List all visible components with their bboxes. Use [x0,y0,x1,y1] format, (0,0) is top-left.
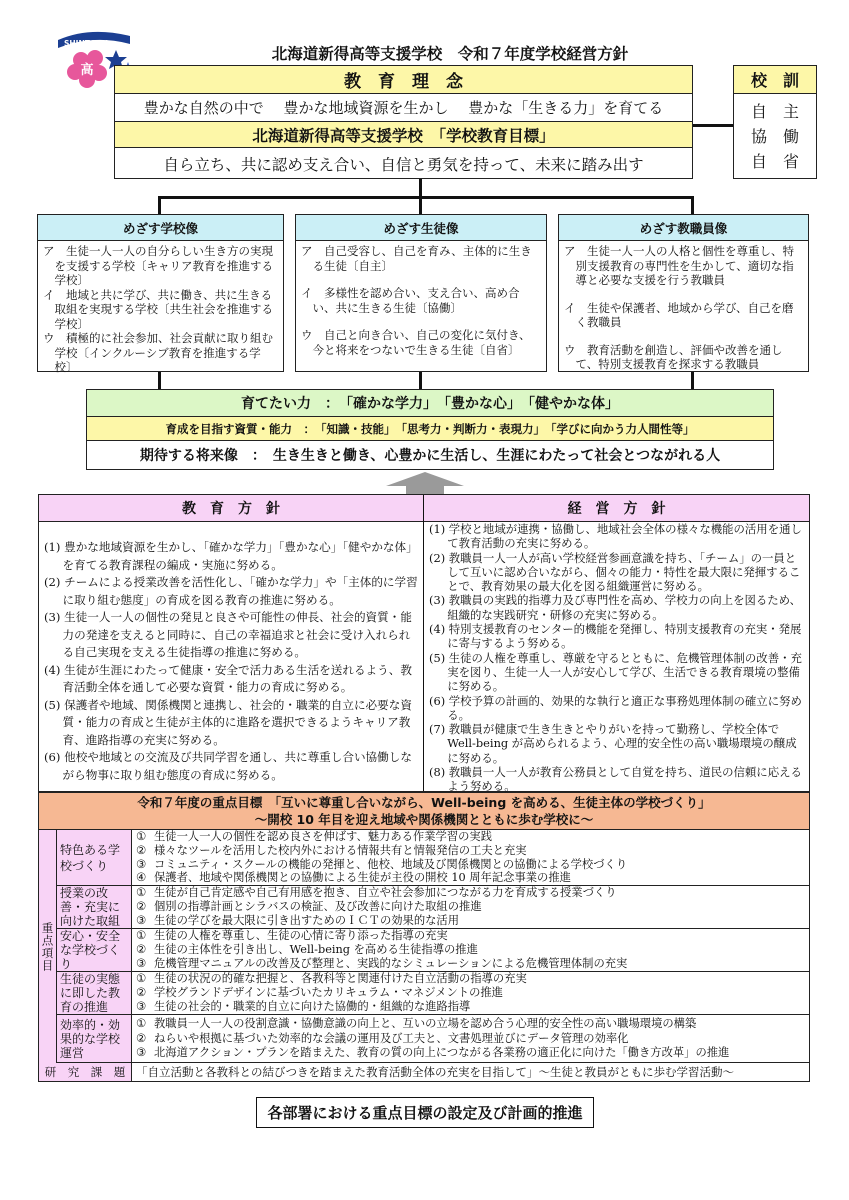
motto-line: 自 省 [750,151,799,171]
future-vision: 期待する将来像 ： 生き生きと働き、心豊かに生活し、生涯にわたって社会とつながれる人 [86,440,774,470]
priority-item-number: ① [136,830,147,843]
priority-item [132,1032,809,1047]
motto-connector [693,124,733,127]
research-label: 研 究 課 題 [39,1063,132,1081]
tree-connector [419,372,422,390]
motto-line: 協 働 [750,126,799,146]
management-policy-list [429,522,806,794]
ideal-heading: めざす生徒像 [296,215,546,241]
research-row [39,1063,809,1081]
management-policy-item: (5) 生徒の人権を尊重し、尊厳を守るとともに、危機管理体制の改善・充実を図り、生徒一人一人が安心して学び、生活できる教育環境の整備に努める。 [429,650,802,694]
education-policy-item: (4) 生徒が生涯にわたって健康・安全で活力ある生活を送れるよう、教育活動全体を通して必要な資質・能力の育成に努める。 [44,662,412,694]
ideal-item: ウ 教育活動を創造し、評価や改善を通して、特別支援教育を探求する教職員 [564,342,783,371]
motto-block [733,65,817,179]
priority-title-line2: 〜開校 10 年目を迎え地域や関係機関とともに歩む学校に〜 [254,812,594,827]
priority-item-text: 生徒が自己肯定感や自己有用感を抱き、自立や社会参加につながる力を育成する授業づくり [154,886,617,899]
ideal-staff-box [558,214,809,372]
priority-item [132,900,809,914]
priority-item [132,844,809,858]
management-policy-item: (2) 教職員一人一人が高い学校経営参画意識を持ち、「チーム」の一員として互いに認め合いながら、個々の能力・特性を最大限に発揮することで、教育効果の最大化を図る組織運営に努める。 [429,550,801,594]
ideal-item: ウ 積極的に社会参加、社会貢献に取り組む学校〔インクルーシブ教育を推進する学校〕 [43,331,273,374]
priority-item [132,886,809,900]
tree-connector [691,372,694,390]
logo-char: 高 [80,63,94,78]
priority-item-number: ① [136,886,147,899]
ideal-item: イ 多様性を認め合い、支え合い、高め合い、共に生きる生徒〔協働〕 [301,286,520,315]
priority-item [132,914,809,928]
priority-item [132,972,809,986]
goal-text: 自ら立ち、共に認め支え合い、自信と勇気を持って、未来に踏み出す [163,155,644,174]
management-policy-item: (8) 教職員一人一人が教育公務員として自覚を持ち、道民の信頼に応えるよう努める。 [429,765,802,794]
priority-item-number: ④ [136,871,147,885]
priority-item [132,943,809,957]
education-policy-item: (2) チームによる授業改善を活性化し、「確かな学力」や「主体的に学習に取り組む態度」の育成を図る教育の推進に努める。 [44,575,418,607]
ideal-item: ウ 自己と向き合い、自己の変化に気付き、今と将来をつないで生きる生徒〔自省〕 [301,328,531,357]
philosophy-block [114,65,693,179]
motto-heading: 校 訓 [734,66,816,94]
tree-connector [691,196,694,215]
priority-item-text: コミュニティ・スクールの機能の発揮と、他校、地域及び関係機関との協働による学校づくり [154,857,628,871]
priority-item [132,1046,809,1061]
ideal-school-box [37,214,284,372]
education-policy-list [44,539,419,784]
priority-item-text: 北海道アクション・プランを踏まえた、教育の質の向上につながる各業務の適正化に向けた「働き方改革」の推進 [154,1046,730,1059]
education-policy-item: (3) 生徒一人一人の個性の発見と良さや可能性の伸長、社会的資質・能力の発達を支えると同時に、自己の幸福追求と社会に受け入れられる自己実現を支える生徒指導の推進に努める。 [44,610,412,659]
motto-line: 自 主 [750,101,799,121]
priority-item-number: ③ [136,857,147,871]
priority-item-text: 生徒の人権を尊重し、生徒の心情に寄り添った指導の充実 [154,929,448,942]
priority-item-text: 生徒一人一人の個性を認め良さを伸ばす、魅力ある作業学習の実践 [154,830,493,843]
ideal-item: ア 生徒一人一人の自分らしい生き方の実現を支援する学校〔キャリア教育を推進する学校〕 [43,244,273,287]
priority-item-text: 個別の指導計画とシラバスの検証、及び改善に向けた取組の推進 [154,899,482,913]
philosophy-heading: 教 育 理 念 [115,66,692,94]
priority-title [39,793,809,830]
priority-item-number: ③ [136,956,147,970]
priority-item [132,929,809,943]
tree-connector [158,372,161,390]
priority-item-text: 危機管理マニュアルの改善及び整理と、実践的なシミュレーションによる危機管理体制の充実 [154,956,628,970]
priority-category: 特色ある学校づくり [57,830,132,885]
education-policy-item: (6) 他校や地域との交流及び共同学習を通し、共に尊重し合い協働しながら物事に取り組む態度の育成に努める。 [44,750,412,782]
priority-item-number: ② [136,1031,147,1045]
priority-item-text: 教職員一人一人の役割意識・協働意識の向上と、互いの立場を認め合う心理的安全性の高い職場環境の構築 [154,1017,697,1030]
management-policy-item: (4) 特別支援教育のセンター的機能を発揮し、特別支援教育の充実・発展に寄与するよう努める。 [429,622,802,651]
priority-group [57,830,809,886]
footer-box: 各部署における重点目標の設定及び計画的推進 [256,1097,594,1128]
priority-item-number: ② [136,942,147,956]
priority-side-label-text: 重点項目 [40,921,55,972]
priority-category: 安心・安全な学校づくり [57,929,132,971]
tree-connector [158,196,694,199]
priority-item-number: ② [136,843,147,857]
priority-item-text: 学校グランドデザインに基づいたカリキュラム・マネジメントの推進 [154,985,503,999]
policy-divider [423,495,424,791]
priority-item-text: ねらいや根拠に基づいた効率的な会議の運用及び工夫と、文書処理並びにデータ管理の効率化 [154,1031,629,1045]
management-policy-item: (3) 教職員の実践的指導力及び専門性を高め、学校力の向上を図るため、組織的な実践研究・研修の充実に努める。 [429,593,801,622]
priority-item-text: 生徒の主体性を引き出し、Well-being を高める生徒指導の推進 [154,942,478,956]
priority-item-number: ① [136,929,147,942]
abilities-main: 育てたい力 ： 「確かな学力」 「豊かな心」 「健やかな体」 [86,389,774,417]
priority-item-number: ③ [136,999,147,1013]
priority-group [57,929,809,972]
priority-category: 生徒の実態に即した教育の推進 [57,972,132,1014]
goal-heading: 北海道新得高等支援学校 「学校教育目標」 [115,121,692,148]
priority-item [132,1017,809,1032]
up-arrow-icon [386,472,464,494]
management-policy-item: (6) 学校予算の計画的、効果的な執行と適正な事務処理体制の確立に努める。 [429,693,802,722]
management-policy-heading: 経 営 方 針 [424,495,809,522]
priority-item [132,1000,809,1014]
priority-item [132,830,809,844]
priority-item-text: 生徒の社会的・職業的自立に向けた協働的・組織的な進路指導 [154,999,471,1013]
priority-category: 授業の改善・充実に向けた取組 [57,886,132,928]
priority-group [57,1015,809,1063]
priority-item-text: 生徒の状況の的確な把握と、各教科等と関連付けた自立活動の指導の充実 [154,972,527,985]
education-policy-item: (5) 保護者や地域、関係機関と連携し、社会的・職業的自立に必要な資質・能力の育成と生徒が主体的に進路を選択できるようキャリア教育、進路指導の充実に努める。 [44,697,412,747]
priority-item [132,858,809,872]
priority-category: 効率的・効果的な学校運営 [57,1015,132,1062]
priority-group [57,886,809,929]
priority-group [57,972,809,1015]
ideal-student-box [295,214,547,372]
management-policy-item: (1) 学校と地域が連携・協働し、地域社会全体の様々な機能の活用を通して教育活動の充実に努める。 [429,522,802,551]
priority-item-number: ③ [136,1046,147,1059]
priority-item-number: ③ [136,913,147,927]
ideal-heading: めざす学校像 [38,215,283,241]
abilities-sub: 育成を目指す資質・能力 ： 「知識・技能」 「思考力・判断力・表現力」 「学びに向かう力人間性等」 [86,416,774,441]
ideal-item: イ 地域と共に学び、共に働き、共に生きる取組を実現する学校〔共生社会を推進する学校〕 [43,287,273,331]
priority-item [132,986,809,1000]
priority-side-label [39,830,57,1063]
philosophy-text: 豊かな自然の中で 豊かな地域資源を生かし 豊かな「生きる力」を育てる [143,98,664,117]
tree-connector [158,196,161,215]
priority-title-line1: 令和７年度の重点目標 「互いに尊重し合いながら、Well-being を高める、生徒主体の学校づくり」 [137,795,711,810]
priority-item-text: 生徒の学びを最大限に引き出すためのＩＣＴの効果的な活用 [154,913,460,927]
priority-item-text: 様々なツールを活用した校内外における情報共有と情報発信の工夫と充実 [154,843,527,857]
ideal-item: イ 生徒や保護者、地域から学び、自己を磨く教職員 [564,300,794,329]
tree-connector [419,196,422,215]
management-policy-item: (7) 教職員が健康で生き生きとやりがいを持って勤務し、学校全体で Well-being が高められるよう、心理的安全性の高い職場環境の醸成に努める。 [429,722,797,765]
priority-item-number: ① [136,1017,147,1030]
ideal-item: ア 生徒一人一人の人格と個性を尊重し、特別支援教育の専門性を生かして、適切な指導と必要な支援を行う教職員 [564,244,794,287]
page-title: 北海道新得高等支援学校 令和７年度学校経営方針 [271,45,629,63]
priority-item-number: ① [136,972,147,985]
priority-item-text: 保護者、地域や関係機関との協働による生徒が主役の開校 10 周年記念事業の推進 [154,871,571,885]
ideal-item: ア 自己受容し、自己を育み、主体的に生きる生徒〔自主〕 [301,244,532,273]
logo-text: SHINTOKU [64,39,109,48]
priority-item [132,957,809,971]
policy-block [38,494,810,792]
research-text: 「自立活動と各教科との結びつきを踏まえた教育活動全体の充実を目指して」〜生徒と教員がともに歩む学習活動〜 [136,1065,734,1079]
priority-block [38,792,810,1082]
ideal-heading: めざす教職員像 [559,215,808,241]
priority-item-number: ② [136,985,147,999]
priority-item [132,871,809,885]
priority-item-number: ② [136,899,147,913]
education-policy-item: (1) 豊かな地域資源を生かし、「確かな学力」「豊かな心」「健やかな体」を育てる教育課程の編成・実施に努める。 [44,540,418,572]
education-policy-heading: 教 育 方 針 [39,495,423,522]
